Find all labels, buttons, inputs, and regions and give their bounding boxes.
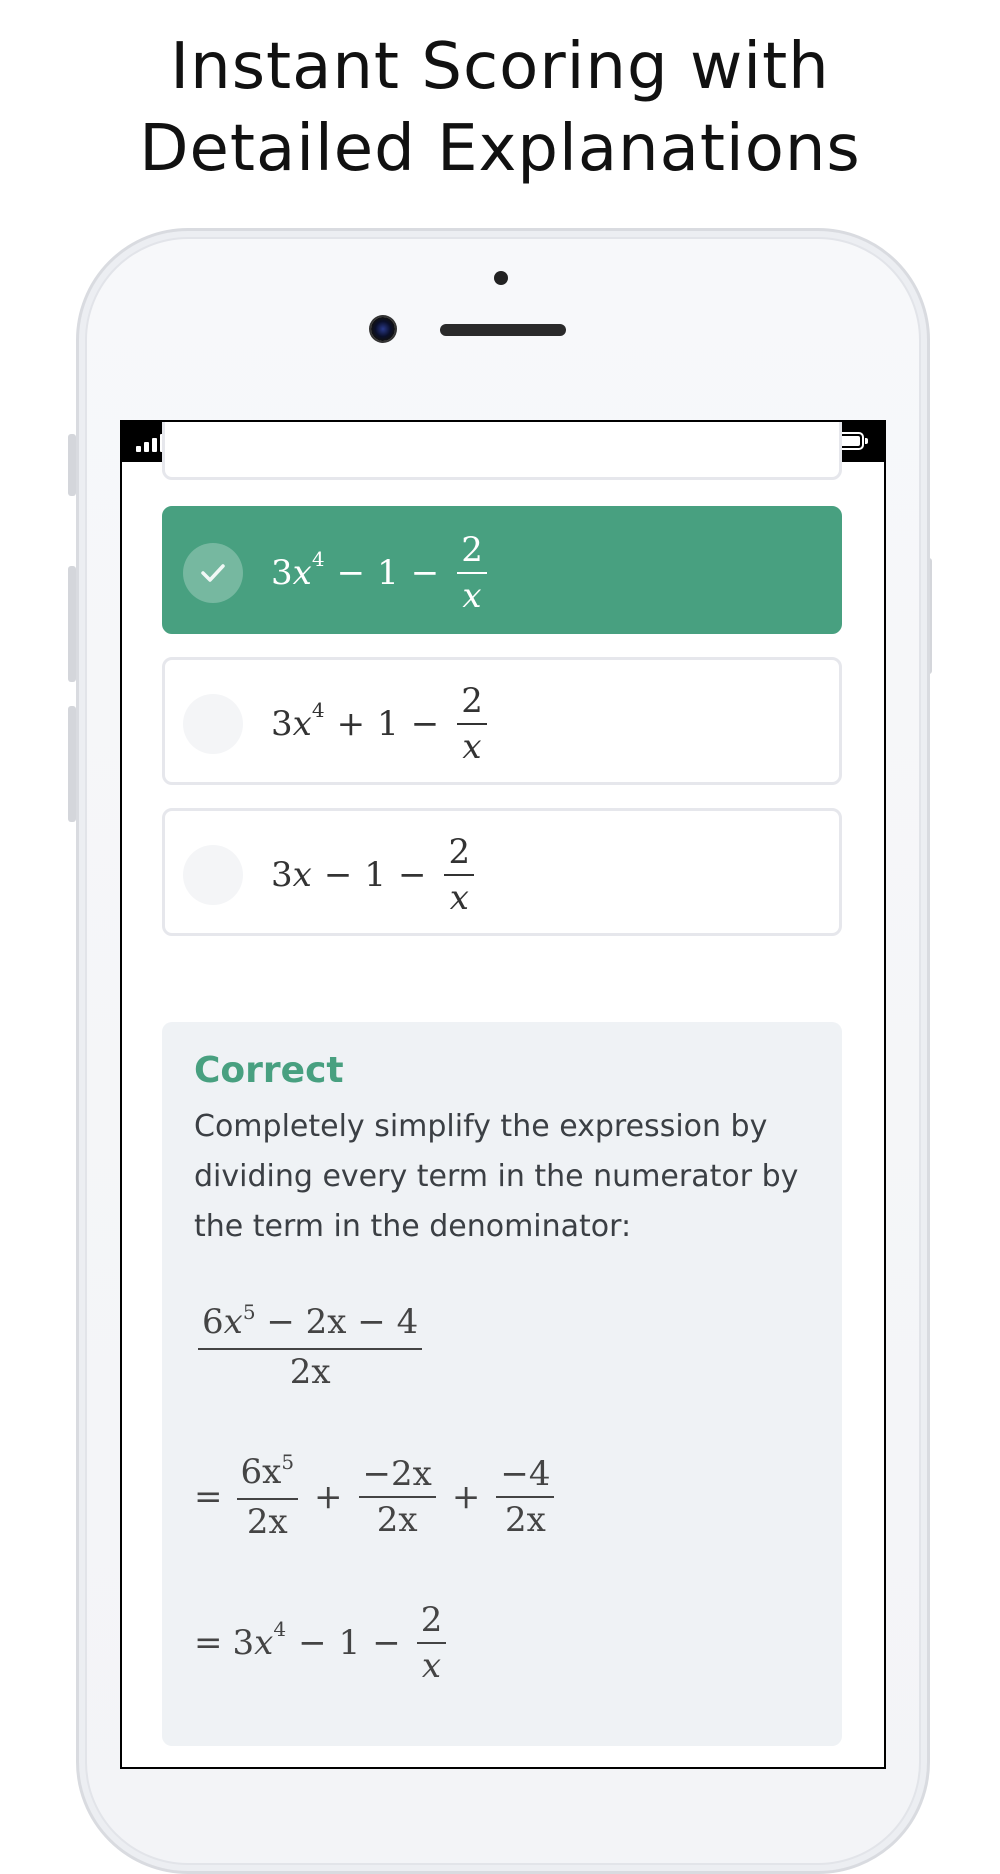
phone-volume-up-button (68, 566, 76, 682)
fraction: $\frac{6x^5 - 2x - 4}{2x}$ (198, 1302, 422, 1392)
fraction: $\frac{2}{x}$ (457, 681, 487, 767)
fraction: $\frac{-4}{2x}$ (496, 1454, 554, 1540)
headline-line-2: Detailed Explanations (139, 112, 861, 186)
headline-line-1: Instant Scoring with (170, 30, 830, 104)
answer-option-previous[interactable] (162, 420, 842, 480)
option-expression: 3 x $^4$ + 1 − $\frac{2}{x}$ (271, 682, 487, 766)
fraction: $\frac{6x^5}{2x}$ (237, 1452, 299, 1542)
fraction: $\frac{2}{x}$ (417, 1600, 447, 1686)
option-radio[interactable] (183, 694, 243, 754)
option-expression: 3 x $^4$ − 1 − $\frac{2}{x}$ (271, 531, 487, 615)
explanation-step-3: = 3 x $^4$ − 1 − $\frac{2}{x}$ (194, 1600, 450, 1686)
option-radio[interactable] (183, 845, 243, 905)
earpiece-speaker (440, 324, 566, 336)
fraction: $\frac{-2x}{2x}$ (359, 1454, 436, 1540)
answer-option-2[interactable] (162, 657, 842, 785)
explanation-step-1 (194, 1302, 426, 1392)
option-radio-selected[interactable] (183, 543, 243, 603)
marketing-headline (0, 26, 1000, 190)
explanation-panel (162, 1022, 842, 1746)
explanation-step-2: = $\frac{6x^5}{2x}$ + $\frac{-2x}{2x}$ + $\frac{-4}{2x}$ (194, 1452, 558, 1542)
phone-screen (120, 420, 886, 1769)
front-camera (371, 317, 395, 341)
result-label: Correct (194, 1050, 344, 1091)
fraction: $\frac{2}{x}$ (457, 530, 487, 616)
answer-option-1[interactable] (162, 506, 842, 634)
proximity-sensor (494, 271, 508, 285)
checkmark-icon (198, 559, 228, 587)
explanation-text: Completely simplify the expression by dividing every term in the numerator by the term in the denominator: (194, 1109, 799, 1244)
option-expression: 3 x − 1 − $\frac{2}{x}$ (271, 833, 474, 917)
answer-option-3[interactable] (162, 808, 842, 936)
phone-silent-switch (68, 434, 76, 496)
fraction: $\frac{2}{x}$ (444, 832, 474, 918)
phone-volume-down-button (68, 706, 76, 822)
